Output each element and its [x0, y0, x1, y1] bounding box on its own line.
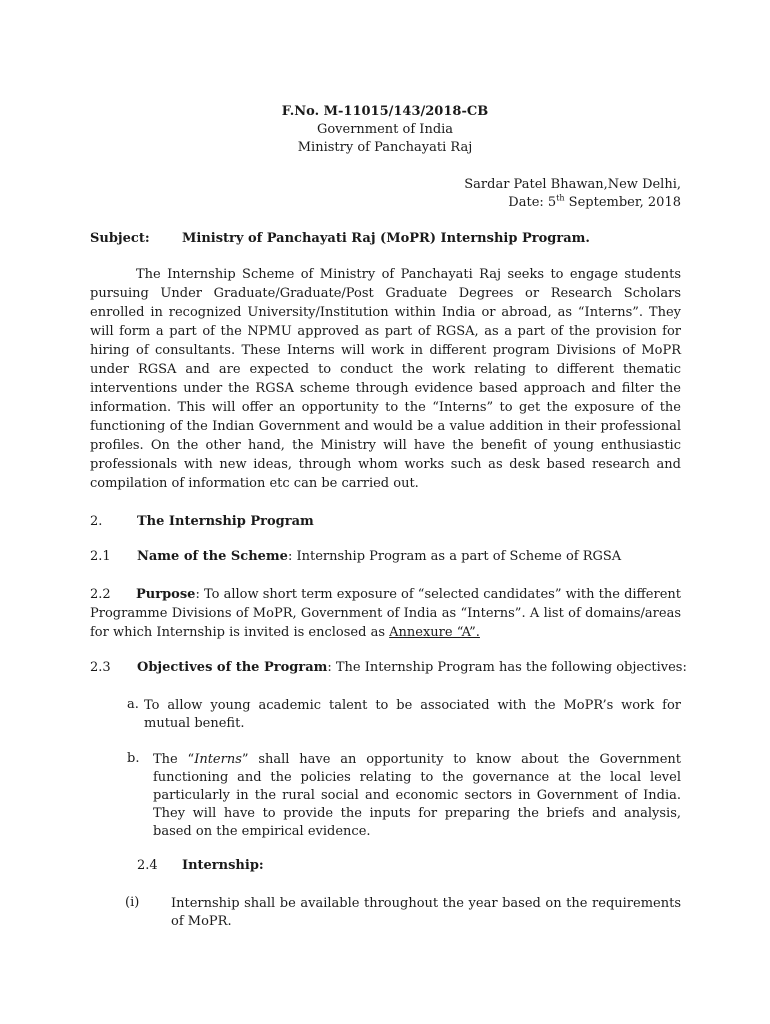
date-suffix: September, 2018: [564, 195, 681, 210]
section-2-4-number: 2.4: [137, 858, 158, 873]
section-2-2-number: 2.2: [90, 587, 111, 602]
section-2-1-text: : Internship Program as a part of Scheme of RGSA: [287, 549, 622, 564]
address-line: Sardar Patel Bhawan,New Delhi,: [464, 177, 681, 192]
objective-b-body: ” shall have an opportunity to know about the Government functioning and the policies relating to the governance at the local level particularly in the rural social and economic sectors in Government of India. They will have to provide the inputs for preparing the briefs and analysis, based on the empirical evidence.: [153, 752, 681, 839]
section-2-2-paragraph: [90, 585, 681, 642]
section-2-title: The Internship Program: [137, 514, 314, 529]
objective-b-text: [153, 751, 681, 841]
objective-a-marker: a.: [127, 697, 139, 712]
objective-a-body: To allow young academic talent to be associated with the MoPR’s work for mutual benefit.: [144, 698, 681, 731]
section-2-1-number: 2.1: [90, 549, 111, 564]
intro-paragraph: The Internship Scheme of Ministry of Panchayati Raj seeks to engage students pursuing Under Graduate/Graduate/Post Graduate Degrees or Research Scholars enrolled in recognized University/Institution within India or abroad, as “Interns”. They will form a part of the NPMU approved as part of RGSA, as a part of the provision for hiring of consultants. These Interns will work in different program Divisions of MoPR under RGSA and are expected to conduct the work relating to different thematic interventions under the RGSA scheme through evidence based approach and filter the information. This will offer an opportunity to the “Interns” to get the exposure of the functioning of the Indian Government and would be a value addition in their professional profiles. On the other hand, the Ministry will have the benefit of young enthusiastic professionals with new ideas, through whom works such as desk based research and compilation of information etc can be carried out.: [90, 267, 681, 491]
government-line: Government of India: [316, 122, 454, 137]
section-2-3-line: [137, 660, 687, 675]
subject-text: Ministry of Panchayati Raj (MoPR) Internship Program.: [182, 231, 590, 246]
objective-b-marker: b.: [127, 751, 140, 766]
section-2-3-number: 2.3: [90, 660, 111, 675]
section-2-1-line: [137, 549, 621, 564]
item-i-marker: (i): [125, 895, 140, 910]
objective-a-text: [144, 697, 681, 733]
section-2-1-label: Name of the Scheme: [137, 549, 288, 564]
item-i-text: Internship shall be available throughout the year based on the requirements of MoPR.: [171, 896, 681, 929]
ministry-line: Ministry of Panchayati Raj: [297, 140, 473, 155]
subject-label: Subject:: [90, 231, 150, 246]
section-2-3-text: : The Internship Program has the following objectives:: [327, 660, 687, 675]
section-2-2-text: : To allow short term exposure of “selected candidates” with the different Programme Divisions of MoPR, Government of India as “Interns”. A list of domains/areas for which Internship is invited is enclosed as: [90, 587, 681, 640]
date-prefix: Date: 5: [508, 195, 557, 210]
section-2-4-title: Internship:: [182, 858, 264, 873]
section-2-number: 2.: [90, 514, 103, 529]
section-2-2-label: Purpose: [136, 587, 196, 602]
objective-b-emphasis: Interns: [194, 752, 242, 767]
date-line: [508, 195, 681, 210]
date-superscript: th: [556, 193, 565, 203]
annexure-link[interactable]: Annexure “A”.: [389, 625, 480, 640]
objective-b-pre: The “: [153, 752, 195, 767]
section-2-3-label: Objectives of the Program: [137, 660, 328, 675]
file-number: F.No. M-11015/143/2018-CB: [281, 104, 489, 119]
